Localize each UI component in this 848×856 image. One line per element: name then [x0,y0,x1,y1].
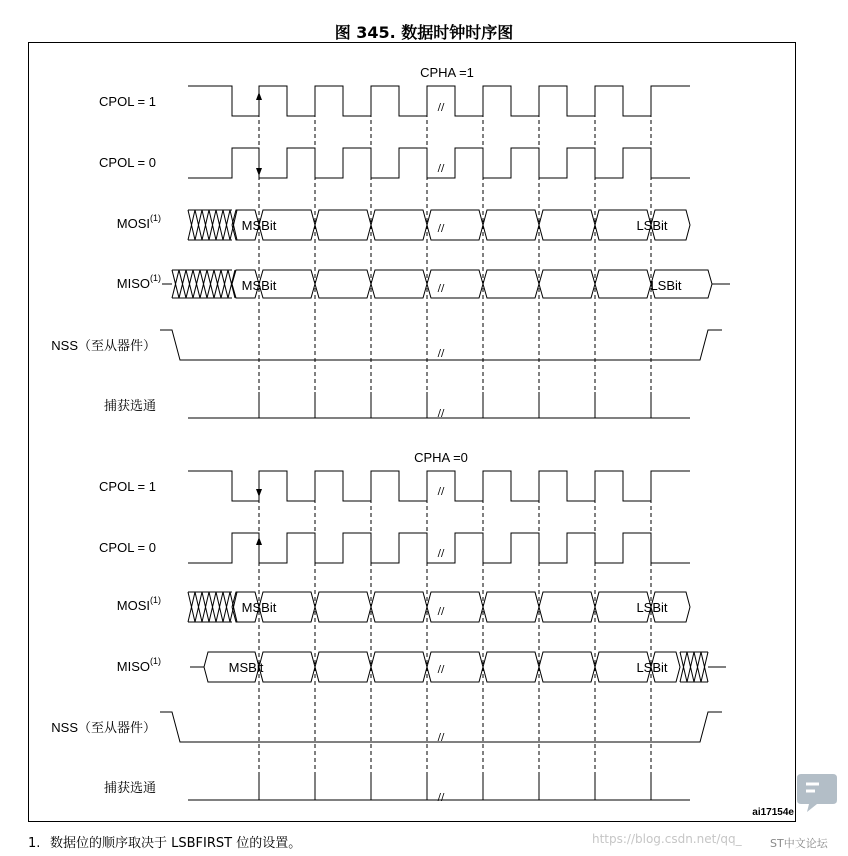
panel1-miso-lsbit: LSBit [650,278,682,293]
panel1-break: // [437,223,445,234]
panel1-mosi-lsbit: LSBit [636,218,668,233]
panel1-break: // [437,408,445,419]
panel1-miso-bus-cell [315,270,371,298]
panel2-miso-msbit: MSBit [228,660,264,675]
panel1-miso-sup: (1) [150,273,161,283]
panel1-cpol0-arrow [256,168,262,176]
panel2-break: // [437,664,445,675]
panel2-nss-label: NSS（至从器件） [51,720,156,735]
panel1-miso-bus-cell [483,270,539,298]
mosi-name: MOSI [116,216,150,231]
footnote-text: 数据位的顺序取决于 LSBFIRST 位的设置。 [50,836,302,851]
mosi-name: MOSI [116,598,150,613]
panel2-miso-label [117,659,150,674]
panel2-mosi-sup: (1) [150,595,161,605]
panel2-mosi-msbit: MSBit [241,600,277,615]
miso-name: MISO [116,276,150,291]
panel1-mosi-bus-cell [315,210,371,240]
brand-text: ST中文论坛 [770,837,828,850]
panel1-heading: CPHA =1 [420,65,474,80]
panel1-mosi-label [117,216,150,231]
panel1-nss-label: NSS（至从器件） [51,338,156,353]
panel2-cpol0-label: CPOL = 0 [99,540,156,555]
panel2-mosi-bus-cell [539,592,595,622]
panel2-heading: CPHA =0 [414,450,468,465]
panel2-capture-label: 捕获选通 [103,780,156,795]
panel2-cpol1-arrow [256,489,262,497]
footnote [28,832,301,851]
panel1-miso-bus-cell [427,270,483,298]
st-logo [797,772,837,814]
figure-id: ai17154e [752,807,794,818]
panel2-miso-sup: (1) [150,656,161,666]
panel2-break: // [437,486,445,497]
panel2-mosi-bus-cell [371,592,427,622]
panel1-break: // [437,163,445,174]
panel2-miso-lsbit: LSBit [636,660,668,675]
panel1-capture-label: 捕获选通 [103,398,156,413]
panel2-miso-bus-cell [427,652,483,682]
watermark-url: https://blog.csdn.net/qq_ [592,832,742,846]
panel2-cpol1-label: CPOL = 1 [99,479,156,494]
panel1-miso-bus-cell [371,270,427,298]
panel1-cpol1-arrow [256,92,262,100]
panel1-break: // [437,348,445,359]
panel1-mosi-sup: (1) [150,213,161,223]
panel2-mosi-bus-cell [315,592,371,622]
panel1-miso-bus-cell [539,270,595,298]
panel2-mosi-bus-cell [427,592,483,622]
panel1-break: // [437,102,445,113]
figure-title: 图 345. 数据时钟时序图 [334,23,514,42]
panel2-miso-bus-cell [259,652,315,682]
panel2-break: // [437,548,445,559]
panel1-cpol1-label: CPOL = 1 [99,94,156,109]
panel2-break: // [437,792,445,803]
panel2-miso-bus-cell [371,652,427,682]
waveforms [160,86,730,803]
panel1-miso-bus-cell [595,270,651,298]
panel1-mosi-bus-cell [371,210,427,240]
panel2-miso-bus-cell [539,652,595,682]
panel2-miso-bus-cell [315,652,371,682]
panel2-cpol0-arrow [256,537,262,545]
panel1-miso-msbit: MSBit [241,278,277,293]
miso-name: MISO [116,659,150,674]
panel2-mosi-label [117,598,150,613]
panel2-break: // [437,732,445,743]
footnote-number: 1. [28,836,41,851]
panel1-mosi-bus-cell [427,210,483,240]
panel1-mosi-bus-cell [483,210,539,240]
data-bit-labels [229,218,682,675]
panel2-mosi-lsbit: LSBit [636,600,668,615]
panel2-mosi-bus-cell [483,592,539,622]
panel1-mosi-msbit: MSBit [241,218,277,233]
panel1-cpol0-label: CPOL = 0 [99,155,156,170]
panel1-break: // [437,283,445,294]
panel1-mosi-bus-cell [539,210,595,240]
panel2-miso-bus-cell [483,652,539,682]
panel1-miso-label [117,276,150,291]
panel2-break: // [437,606,445,617]
